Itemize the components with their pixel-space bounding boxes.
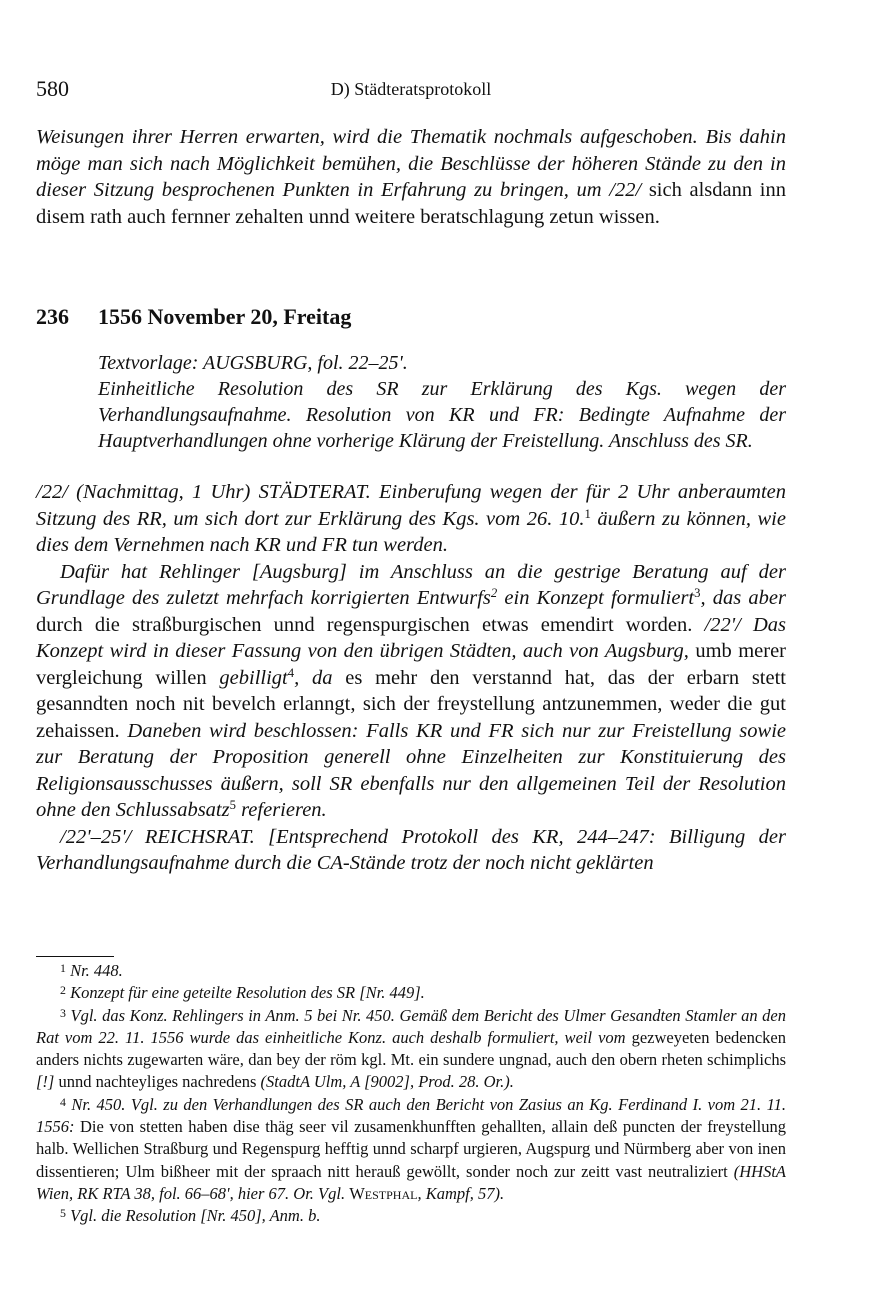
p2-quote-i: es mehr den verstannd hat, das der erbarn stett gesanndten noch nit bevelch erlanngt, sich der freystellung antzunemmen, weder die gut zehaissen. — [36, 666, 786, 742]
footnote-text: Nr. 450. Vgl. zu den Verhandlungen des SR auch den Bericht von Zasius an Kg. Ferdinand I. vom 21. 11. 1556: — [36, 1094, 787, 1137]
footnote-text: Vgl. das Konz. Rehlingers in Anm. 5 bei Nr. 450. Gemäß dem Bericht des Ulmer Gesandten Stamler an den Rat vom 22. 11. 1556 wurde das einheitliche Konz. auch deshalb formuliert, weil vom — [36, 1005, 787, 1047]
footnote-quote: unnd nachteyliges nachredens — [54, 1072, 261, 1092]
footnote-text: (StadtA Ulm, A [9002], Prod. 28. Or.). — [260, 1072, 514, 1092]
paragraph-reichsrat: /22'–25'/ REICHSRAT. [Entsprechend Protokoll des KR, 244–247: Billigung der Verhandlungsaufnahme durch die CA-Stände trotz der noch nicht geklärten — [36, 825, 786, 874]
footnote-5 — [36, 1205, 786, 1227]
footnote-number: 2 — [60, 983, 66, 998]
paragraph-concept — [36, 559, 786, 824]
p2-text-k: referieren. — [235, 799, 327, 821]
p2-text-g: gebilligt — [219, 666, 288, 689]
page-number: 580 — [36, 76, 69, 101]
footnote-ref-1: 1 — [584, 506, 591, 521]
entry-date: 1556 November 20, Freitag — [98, 304, 352, 329]
paragraph-session — [36, 479, 786, 559]
p2-text-h: , da — [294, 666, 333, 689]
continued-paragraph — [36, 124, 786, 230]
footnote-number: 3 — [60, 1005, 66, 1020]
footnote-ref-3: 3 — [694, 586, 701, 601]
footnote-text: Konzept für eine geteilte Resolution des SR [Nr. 449]. — [70, 983, 425, 1003]
footnote-text: , Kampf, 57). — [417, 1183, 505, 1203]
running-title: D) Städteratsprotokoll — [330, 79, 492, 99]
p2-quote-f: umb merer vergleichung willen — [36, 640, 787, 689]
footnote-quote: Die von stetten haben dise thäg seer vil zusamenkhunfften gehallten, allain deß puncten der freystellung halb. Wellichen Straßburg und Regenspurg hefftig unnd scharpf urgieren, Augspurg und Nürmberg aber von inen dissentieren; Ulm bißheer mit der spraach nitt herauß gewöllt, sonder noch zur zeitt vast neutraliziert — [36, 1117, 786, 1181]
source-summary: Einheitliche Resolution des SR zur Erklärung des Kgs. wegen der Verhandlungsaufnahme. Resolution von KR und FR: Bedingte Aufnahme der Hauptverhandlungen ohne vorherige Klärung der Freistellung. Anschluss des SR. — [98, 378, 786, 452]
footnote-number: 1 — [60, 960, 66, 975]
intro-italic: Weisungen ihrer Herren erwarten, wird die Thematik nochmals aufgeschoben. Bis dahin möge man sich nach Möglichkeit bemühen, die Beschlüsse der höheren Stände zu den in dieser Sitzung besprochenen Punkten in Erfahrung zu bringen, um — [36, 126, 786, 201]
source-text-basis: Textvorlage: AUGSBURG, fol. 22–25'. — [98, 352, 408, 374]
footnote-3 — [36, 1005, 786, 1094]
p2-text-b: ein Konzept formuliert — [497, 587, 695, 609]
protocol-body — [36, 479, 786, 877]
footnote-ref-2: 2 — [490, 586, 498, 601]
footnote-author: Westphal — [349, 1183, 418, 1203]
footnotes — [36, 960, 786, 1228]
p1-text: /22/ (Nachmittag, 1 Uhr) STÄDTERAT. Einberufung wegen der für 2 Uhr anberaumten Sitzung des RR, um sich dort zur Erklärung des Kgs. vom 26. 10. — [36, 481, 786, 530]
p2-text-e: /22'/ Das Konzept wird in dieser Fassung von den übrigen Städten, auch von Augsburg, — [36, 613, 786, 662]
folio-mark: /22/ — [601, 179, 642, 201]
page-header — [36, 74, 786, 104]
p2-text-c: , das aber — [700, 587, 786, 609]
source-note — [98, 350, 786, 454]
intro-quote: sich alsdann inn disem rath auch fernner zehalten unnd weitere beratschlagung zetun wissen. — [36, 179, 786, 228]
footnote-text: Nr. 448. — [70, 961, 123, 980]
footnote-2 — [36, 982, 786, 1004]
footnote-divider — [36, 956, 114, 957]
p1-text-b: äußern zu können, wie dies dem Vernehmen nach KR und FR tun werden. — [36, 507, 786, 556]
footnote-1 — [36, 960, 786, 982]
footnote-text: Vgl. die Resolution [Nr. 450], Anm. b. — [70, 1206, 321, 1226]
footnote-quote: gezweyeten bedencken anders nichts zugewarten wäre, dan bey der röm kgl. Mt. ein sundere ungnad, auch den obern rheten schimplichs — [36, 1027, 786, 1070]
footnote-number: 5 — [60, 1206, 66, 1221]
entry-number: 236 — [36, 304, 69, 329]
footnote-4 — [36, 1094, 786, 1205]
footnote-ref-5: 5 — [229, 798, 236, 813]
footnote-text: (HHStA Wien, RK RTA 38, fol. 66–68', hier 67. Or. Vgl. — [36, 1161, 786, 1203]
p2-text-j: Daneben wird beschlossen: Falls KR und FR sich nur zur Freistellung sowie zur Beratung der Proposition generell ohne Einzelheiten zur Konstituierung des Religionsausschusses äußern, soll SR ebenfalls nur den allgemeinen Teil der Resolution ohne den Schlussabsatz — [36, 719, 786, 821]
p2-text-a: Dafür hat Rehlinger [Augsburg] im Anschluss an die gestrige Beratung auf der Grundlage des zuletzt mehrfach korrigierten Entwurfs — [36, 560, 786, 609]
footnote-ref-4: 4 — [287, 665, 295, 680]
entry-heading — [36, 301, 351, 333]
footnote-text: [!] — [36, 1072, 55, 1092]
p2-quote-d: durch die straßburgischen unnd regenspurgischen etwas emendirt worden. — [36, 613, 693, 636]
footnote-number: 4 — [60, 1094, 66, 1109]
